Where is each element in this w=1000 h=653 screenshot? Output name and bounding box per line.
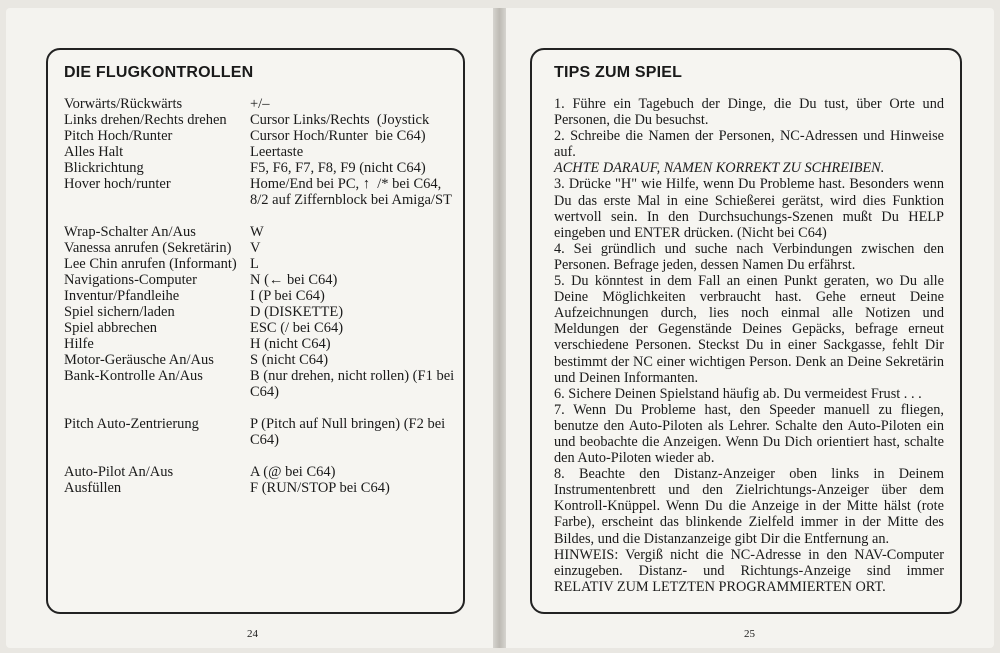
control-action: Navigations-Computer	[64, 272, 197, 288]
control-action: Lee Chin anrufen (Informant)	[64, 256, 237, 272]
tip-hint: HINWEIS: Vergiß nicht die NC-Adresse in den NAV-Computer einzugeben. Distanz- und Richtungs-Anzeige sind immer RELATIV ZUM LETZTEN PROGRAMMIERTEN ORT.	[554, 546, 944, 595]
control-action: Auto-Pilot An/Aus	[64, 464, 174, 480]
control-action: Vorwärts/Rückwärts	[64, 96, 183, 112]
control-key: D (DISKETTE)	[250, 304, 344, 320]
control-key: ESC (/ bei C64)	[250, 320, 344, 336]
page-number-right: 25	[744, 628, 755, 640]
control-action: Hover hoch/runter	[64, 176, 171, 192]
control-action: Hilfe	[64, 336, 94, 352]
control-key: A (@ bei C64)	[250, 464, 336, 480]
control-action: Bank-Kontrolle An/Aus	[64, 368, 203, 384]
control-action: Pitch Hoch/Runter	[64, 128, 173, 144]
tip-paragraph: 1. Führe ein Tagebuch der Dinge, die Du tust, über Orte und Personen, die Du besuchst.	[554, 96, 944, 129]
control-row	[64, 480, 455, 496]
control-row	[64, 416, 455, 448]
control-key: Leertaste	[250, 144, 304, 160]
control-key: L	[250, 256, 259, 272]
control-key: Cursor Links/Rechts (Joystick	[250, 112, 430, 128]
tip-paragraph: 2. Schreibe die Namen der Personen, NC-Adressen und Hinweise auf.	[554, 128, 944, 161]
control-row	[64, 320, 455, 336]
control-key: I (P bei C64)	[250, 288, 325, 304]
tips-box	[530, 48, 962, 614]
control-row	[64, 256, 455, 272]
tips-heading: TIPS ZUM SPIEL	[554, 64, 683, 81]
tips-text	[554, 96, 944, 595]
tip-paragraph: 8. Beachte den Distanz-Anzeiger oben links in Deinem Instrumentenbrett und den Zielrichtungs-Anzeiger über dem Kontroll-Knüppel. Wenn Du die Anzeige in der Mitte hälst (rote Farbe), erscheint das blinkende Zielfeld immer in der Mitte des Bildes, und die Distanzanzeige gibt Dir die Entfernung an.	[554, 466, 944, 547]
control-row	[64, 176, 455, 208]
control-action: Links drehen/Rechts drehen	[64, 112, 227, 128]
control-key: Cursor Hoch/Runter bie C64)	[250, 128, 426, 144]
control-action: Motor-Geräusche An/Aus	[64, 352, 214, 368]
control-row	[64, 464, 455, 480]
controls-table	[64, 96, 458, 496]
control-action: Blickrichtung	[64, 160, 144, 176]
left-page	[6, 8, 493, 648]
tip-paragraph: 4. Sei gründlich und suche nach Verbindungen zwischen den Personen. Befrage jeden, dessen Namen Du erfährst.	[554, 240, 944, 273]
tip-emphasis: ACHTE DARAUF, NAMEN KORREKT ZU SCHREIBEN.	[554, 160, 885, 177]
control-key: V	[250, 240, 261, 256]
control-key: N (← bei C64)	[250, 272, 338, 288]
page-number-left: 24	[247, 628, 258, 640]
control-key: +/–	[250, 96, 270, 112]
tip-paragraph: 3. Drücke "H" wie Hilfe, wenn Du Probleme hast. Besonders wenn Du das erste Mal in eine Schießerei gerätst, wird dies Funktion wertvoll sein. In den Durchsuchungs-Szenen mußt Du HELP eingeben und ENTER drücken. (Nicht bei C64)	[554, 176, 944, 241]
control-row	[64, 352, 455, 368]
control-action: Spiel abbrechen	[64, 320, 158, 336]
control-row	[64, 304, 455, 320]
control-key: P (Pitch auf Null bringen) (F2 bei C64)	[250, 416, 449, 448]
control-row	[64, 368, 458, 400]
tip-paragraph: 5. Du könntest in dem Fall an einen Punkt geraten, wo Du alle Deine Möglichkeiten verbraucht hast. Gehe erneut Deine Aufzeichnungen durch, lies noch einmal alle Notizen und Meldungen der Gegenstände Deines Gepäcks, befrage erneut verschiedene Personen. Steckst Du in einer Sackgasse, fehlt Dir bestimmt der NC einer wichtigen Person. Denk an Deine Sekretärin und Deinen Informanten.	[554, 273, 944, 386]
control-key: H (nicht C64)	[250, 336, 331, 352]
control-row	[64, 160, 455, 176]
control-row	[64, 144, 455, 160]
tip-paragraph: 6. Sichere Deinen Spielstand häufig ab. Du vermeidest Frust . . .	[554, 385, 922, 402]
control-row	[64, 288, 455, 304]
book-gutter	[493, 8, 506, 648]
control-action: Vanessa anrufen (Sekretärin)	[64, 240, 232, 256]
control-key: Home/End bei PC, ↑ /* bei C64, 8/2 auf Ziffernblock bei Amiga/ST	[250, 176, 452, 208]
control-row	[64, 240, 455, 256]
right-page	[506, 8, 994, 648]
control-row	[64, 96, 455, 112]
control-row	[64, 224, 455, 240]
control-action: Pitch Auto-Zentrierung	[64, 416, 199, 432]
control-key: S (nicht C64)	[250, 352, 329, 368]
control-key: F5, F6, F7, F8, F9 (nicht C64)	[250, 160, 426, 176]
control-action: Spiel sichern/laden	[64, 304, 175, 320]
control-key: B (nur drehen, nicht rollen) (F1 bei C64)	[250, 368, 458, 400]
control-action: Inventur/Pfandleihe	[64, 288, 180, 304]
control-action: Alles Halt	[64, 144, 124, 160]
flight-controls-box	[46, 48, 465, 614]
control-row	[64, 128, 455, 144]
control-action: Wrap-Schalter An/Aus	[64, 224, 196, 240]
control-row	[64, 112, 455, 128]
tip-paragraph: 7. Wenn Du Probleme hast, den Speeder manuell zu fliegen, benutze den Auto-Piloten als Lehrer. Schalte den Auto-Piloten ein und beobachte die Anzeigen. Wenn Du Dich orientiert hast, schalte den Auto-Piloten wieder ab.	[554, 401, 944, 467]
control-row	[64, 336, 455, 352]
control-row	[64, 272, 455, 288]
flight-controls-heading: DIE FLUGKONTROLLEN	[64, 64, 254, 81]
control-key: F (RUN/STOP bei C64)	[250, 480, 390, 496]
control-key: W	[250, 224, 264, 240]
control-action: Ausfüllen	[64, 480, 122, 496]
